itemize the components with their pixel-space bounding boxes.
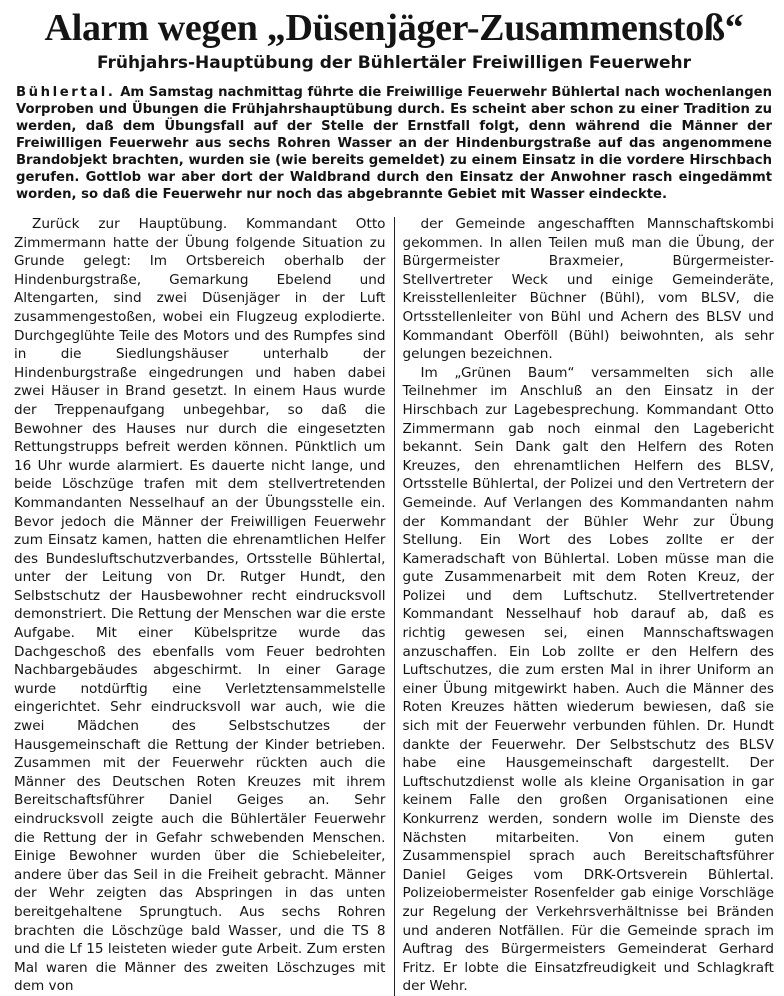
paragraph: der Gemeinde angeschafften Mannschaftskombi gekommen. In allen Teilen muß man die Übung, der Bürgermeister Braxmeier, Bürgermeister-Stellvertreter Weck und einige Gemeinderäte, Kreisstellenleiter Büchner (Bühl), vom BLSV, die Ortsstellenleiter von Bühl und Achern des BLSV und Kommandant Oberföll (Bühl) beiwohnten, als sehr gelungen bezeichnen.	[402, 216, 774, 363]
left-column	[14, 215, 394, 996]
article-body	[14, 215, 774, 996]
article-lead	[16, 84, 772, 203]
paragraph: Zurück zur Hauptübung. Kommandant Otto Zimmermann hatte der Übung folgende Situation zu Grunde gelegt: Im Ortsbereich oberhalb der Hindenburgstraße, Gemarkung Ebelend und Altengarten, sind zwei Düsenjäger in der Luft zusammengestoßen, wobei ein Flugzeug explodierte. Durchgeglühte Teile des Motors und des Rumpfes sind in die Siedlungshäuser unterhalb der Hindenburgstraße eingedrungen und haben dabei zwei Häuser in Brand gesetzt. In einem Haus wurde der Treppenaufgang unbegehbar, so daß die Bewohner des Hauses nur durch die eingesetzten Rettungstrupps befreit werden können. Pünktlich um 16 Uhr wurde alarmiert. Es dauerte nicht lange, und beide Löschzüge trafen mit dem stellvertretenden Kommandanten Nesselhauf an der Übungsstelle ein. Bevor jedoch die Männer der Freiwilligen Feuerwehr zum Einsatz kamen, hatten die ehrenamtlichen Helfer des Bundesluftschutzverbandes, Ortsstelle Bühlertal, unter der Leitung von Dr. Rutger Hundt, den Selbstschutz der Hausbewohner recht eindrucksvoll demonstriert. Die Rettung der Menschen war die erste Aufgabe. Mit einer Kübelspritze wurde das Dachgeschoß des ebenfalls vom Feuer bedrohten Nachbargebäudes abgeschirmt. In einer Garage wurde notdürftig eine Verletztensammelstelle eingerichtet. Sehr eindrucksvoll war auch, wie die zwei Mädchen des Selbstschutzes der Hausgemeinschaft die Rettung der Kinder betrieben. Zusammen mit der Feuerwehr rückten auch die Männer des Deutschen Roten Kreuzes mit ihrem Bereitschaftsführer Daniel Geiges an. Sehr eindrucksvoll zeigte auch die Bühlertäler Feuerwehr die Rettung der in Gefahr schwebenden Menschen. Einige Bewohner wurden über die Schiebeleiter, andere über das Seil in die Freiheit gebracht. Männer der Wehr zeigten das Abspringen in das unten bereitgehaltene Sprungtuch. Aus sechs Rohren brachten die Löschzüge bald Wasser, und die TS 8 und die Lf 15 leisteten wieder gute Arbeit. Zum ersten Mal waren die Männer des zweiten Löschzuges mit dem von	[14, 216, 386, 995]
lead-text: Am Samstag nachmittag führte die Freiwillige Feuerwehr Bühlertal nach wochenlangen Vorproben und Übungen die Frühjahrshauptübung durch. Es scheint aber schon zu einer Tradition zu werden, daß dem Übungsfall auf der Stelle der Ernstfall folgt, denn während die Männer der Freiwilligen Feuerwehr aus sechs Rohren Wasser an der Hindenburgstraße auf das angenommene Brandobjekt brachten, wurden sie (wie bereits gemeldet) zu einem Einsatz in die vordere Hirschbach gerufen. Gottlob war aber dort der Waldbrand durch den Einsatz der Anwohner rasch eingedämmt worden, so daß die Feuerwehr nur noch das abgebrannte Gebiet mit Wasser eindeckte.	[16, 85, 773, 202]
article-subheadline: Frühjahrs-Hauptübung der Bühlertäler Freiwilligen Feuerwehr	[96, 53, 692, 73]
lead-dateline: Bühlertal.	[16, 85, 116, 100]
article-headline: Alarm wegen „Düsenjäger-Zusammenstoß“	[44, 7, 744, 49]
right-column	[394, 215, 774, 996]
paragraph: Im „Grünen Baum“ versammelten sich alle Teilnehmer im Anschluß an den Einsatz in der Hirschbach zur Lagebesprechung. Kommandant Otto Zimmermann gab noch einmal den Lagebericht bekannt. Sein Dank galt den Helfern des Roten Kreuzes, den ehrenamtlichen Helfern des BLSV, Ortsstelle Bühlertal, der Polizei und den Vertretern der Gemeinde. Auf Verlangen des Kommandanten nahm der Kommandant der Bühler Wehr zur Übung Stellung. Ein Wort des Lobes zollte er der Kameradschaft von Bühlertal. Loben müsse man die gute Zusammenarbeit mit dem Roten Kreuz, der Polizei und dem Luftschutz. Stellvertretender Kommandant Nesselhauf hob darauf ab, daß es richtig gewesen sei, einen Mannschaftswagen anzuschaffen. Ein Lob zollte er den Helfern des Luftschutzes, die zum ersten Mal in ihrer Uniform an einer Übung mitgewirkt haben. Auch die Männer des Roten Kreuzes hätten wiederum bewiesen, daß sie sich mit der Feuerwehr verbunden fühlen. Dr. Hundt dankte der Feuerwehr. Der Selbstschutz des BLSV habe eine Hausgemeinschaft dargestellt. Der Luftschutzdienst wolle als kleine Organisation in gar keinem Falle den großen Organisationen eine Konkurrenz werden, sondern wolle im Dienste des Nächsten mitarbeiten. Von einem guten Zusammenspiel sprach auch Bereitschaftsführer Daniel Geiges vom DRK-Ortsverein Bühlertal. Polizeiobermeister Rosenfelder gab einige Vorschläge zur Regelung der Verkehrsverhältnisse bei Bränden und anderen Notfällen. Für die Gemeinde sprach im Auftrag des Bürgermeisters Gemeinderat Gerhard Fritz. Er lobte die Einsatzfreudigkeit und Schlagkraft der Wehr.	[402, 364, 774, 995]
